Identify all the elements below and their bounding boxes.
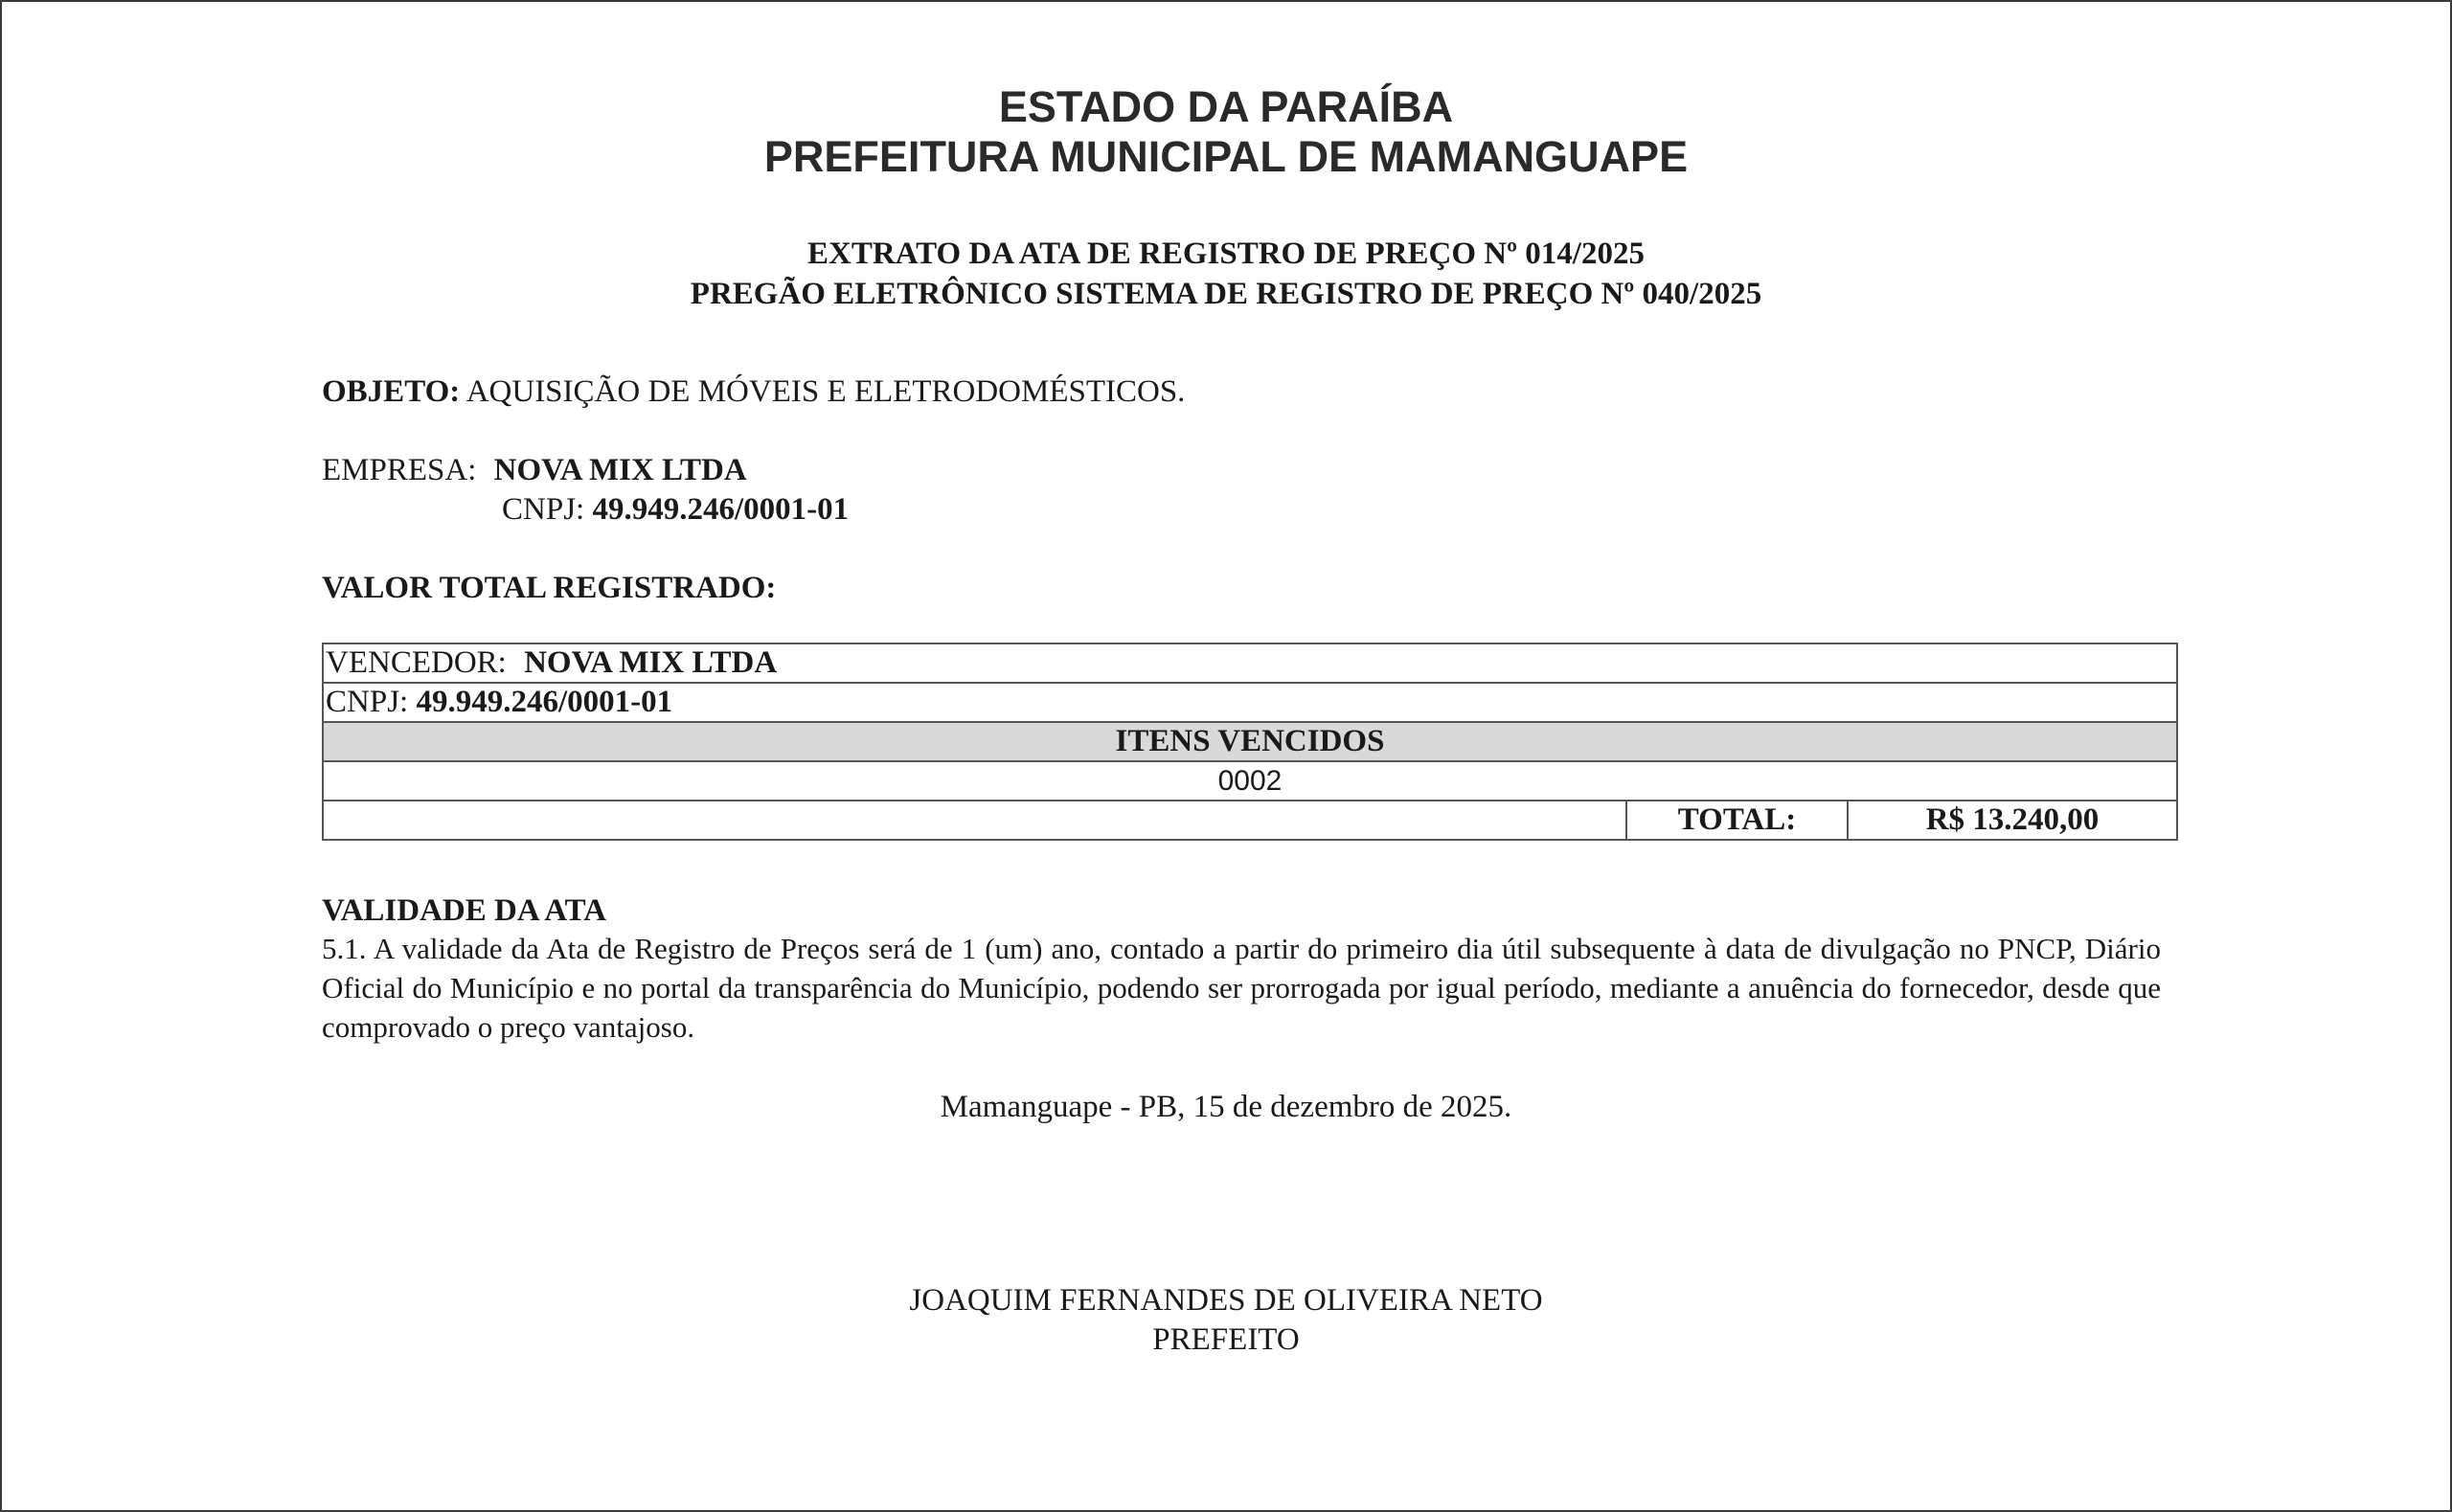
empresa-name: NOVA MIX LTDA	[493, 453, 747, 487]
table-row	[323, 722, 2177, 761]
vencedor-cell	[323, 643, 2177, 683]
valor-total-label: VALOR TOTAL REGISTRADO:	[322, 571, 777, 605]
vencedor-label: VENCEDOR:	[326, 645, 507, 680]
table-row	[323, 683, 2177, 722]
total-value-cell: R$ 13.240,00	[1848, 801, 2177, 840]
state-heading: ESTADO DA PARAÍBA	[998, 82, 1454, 131]
table-row	[323, 761, 2177, 801]
signature-role: PREFEITO	[1152, 1322, 1300, 1357]
winner-table	[322, 643, 2178, 841]
vencedor-name: NOVA MIX LTDA	[524, 645, 778, 680]
table-cnpj: 49.949.246/0001-01	[416, 685, 673, 719]
objeto-label: OBJETO:	[322, 374, 461, 409]
empresa-cnpj-label: CNPJ:	[502, 492, 585, 527]
cnpj-cell	[323, 683, 2177, 722]
empresa-label: EMPRESA:	[322, 453, 477, 487]
table-row	[323, 643, 2177, 683]
validade-title: VALIDADE DA ATA	[322, 893, 607, 928]
empresa-line	[322, 451, 747, 489]
empty-cell	[323, 801, 1626, 840]
table-cnpj-label: CNPJ:	[326, 685, 409, 719]
table-row	[323, 801, 2177, 840]
pregao-title: PREGÃO ELETRÔNICO SISTEMA DE REGISTRO DE PREÇO Nº 040/2025	[690, 277, 1762, 311]
itens-header-cell: ITENS VENCIDOS	[323, 722, 2177, 761]
objeto-value: AQUISIÇÃO DE MÓVEIS E ELETRODOMÉSTICOS.	[465, 374, 1186, 409]
extract-title: EXTRATO DA ATA DE REGISTRO DE PREÇO Nº 014/2025	[807, 237, 1645, 271]
empresa-cnpj: 49.949.246/0001-01	[592, 492, 850, 527]
signature-name: JOAQUIM FERNANDES DE OLIVEIRA NETO	[909, 1283, 1543, 1318]
objeto-line	[322, 372, 1185, 411]
validade-text: 5.1. A validade da Ata de Registro de Preços será de 1 (um) ano, contado a partir do primeiro dia útil subsequente à data de divulgação no PNCP, Diário Oficial do Município e no portal da transparência do Município, podendo ser prorrogada por igual período, mediante a anuência do fornecedor, desde que comprovado o preço vantajoso.	[322, 932, 2161, 1044]
municipality-heading: PREFEITURA MUNICIPAL DE MAMANGUAPE	[763, 132, 1689, 181]
itens-cell: 0002	[323, 761, 2177, 801]
total-label-cell: TOTAL:	[1626, 801, 1848, 840]
place-date: Mamanguape - PB, 15 de dezembro de 2025.	[940, 1090, 1512, 1124]
empresa-cnpj-line	[502, 490, 849, 529]
